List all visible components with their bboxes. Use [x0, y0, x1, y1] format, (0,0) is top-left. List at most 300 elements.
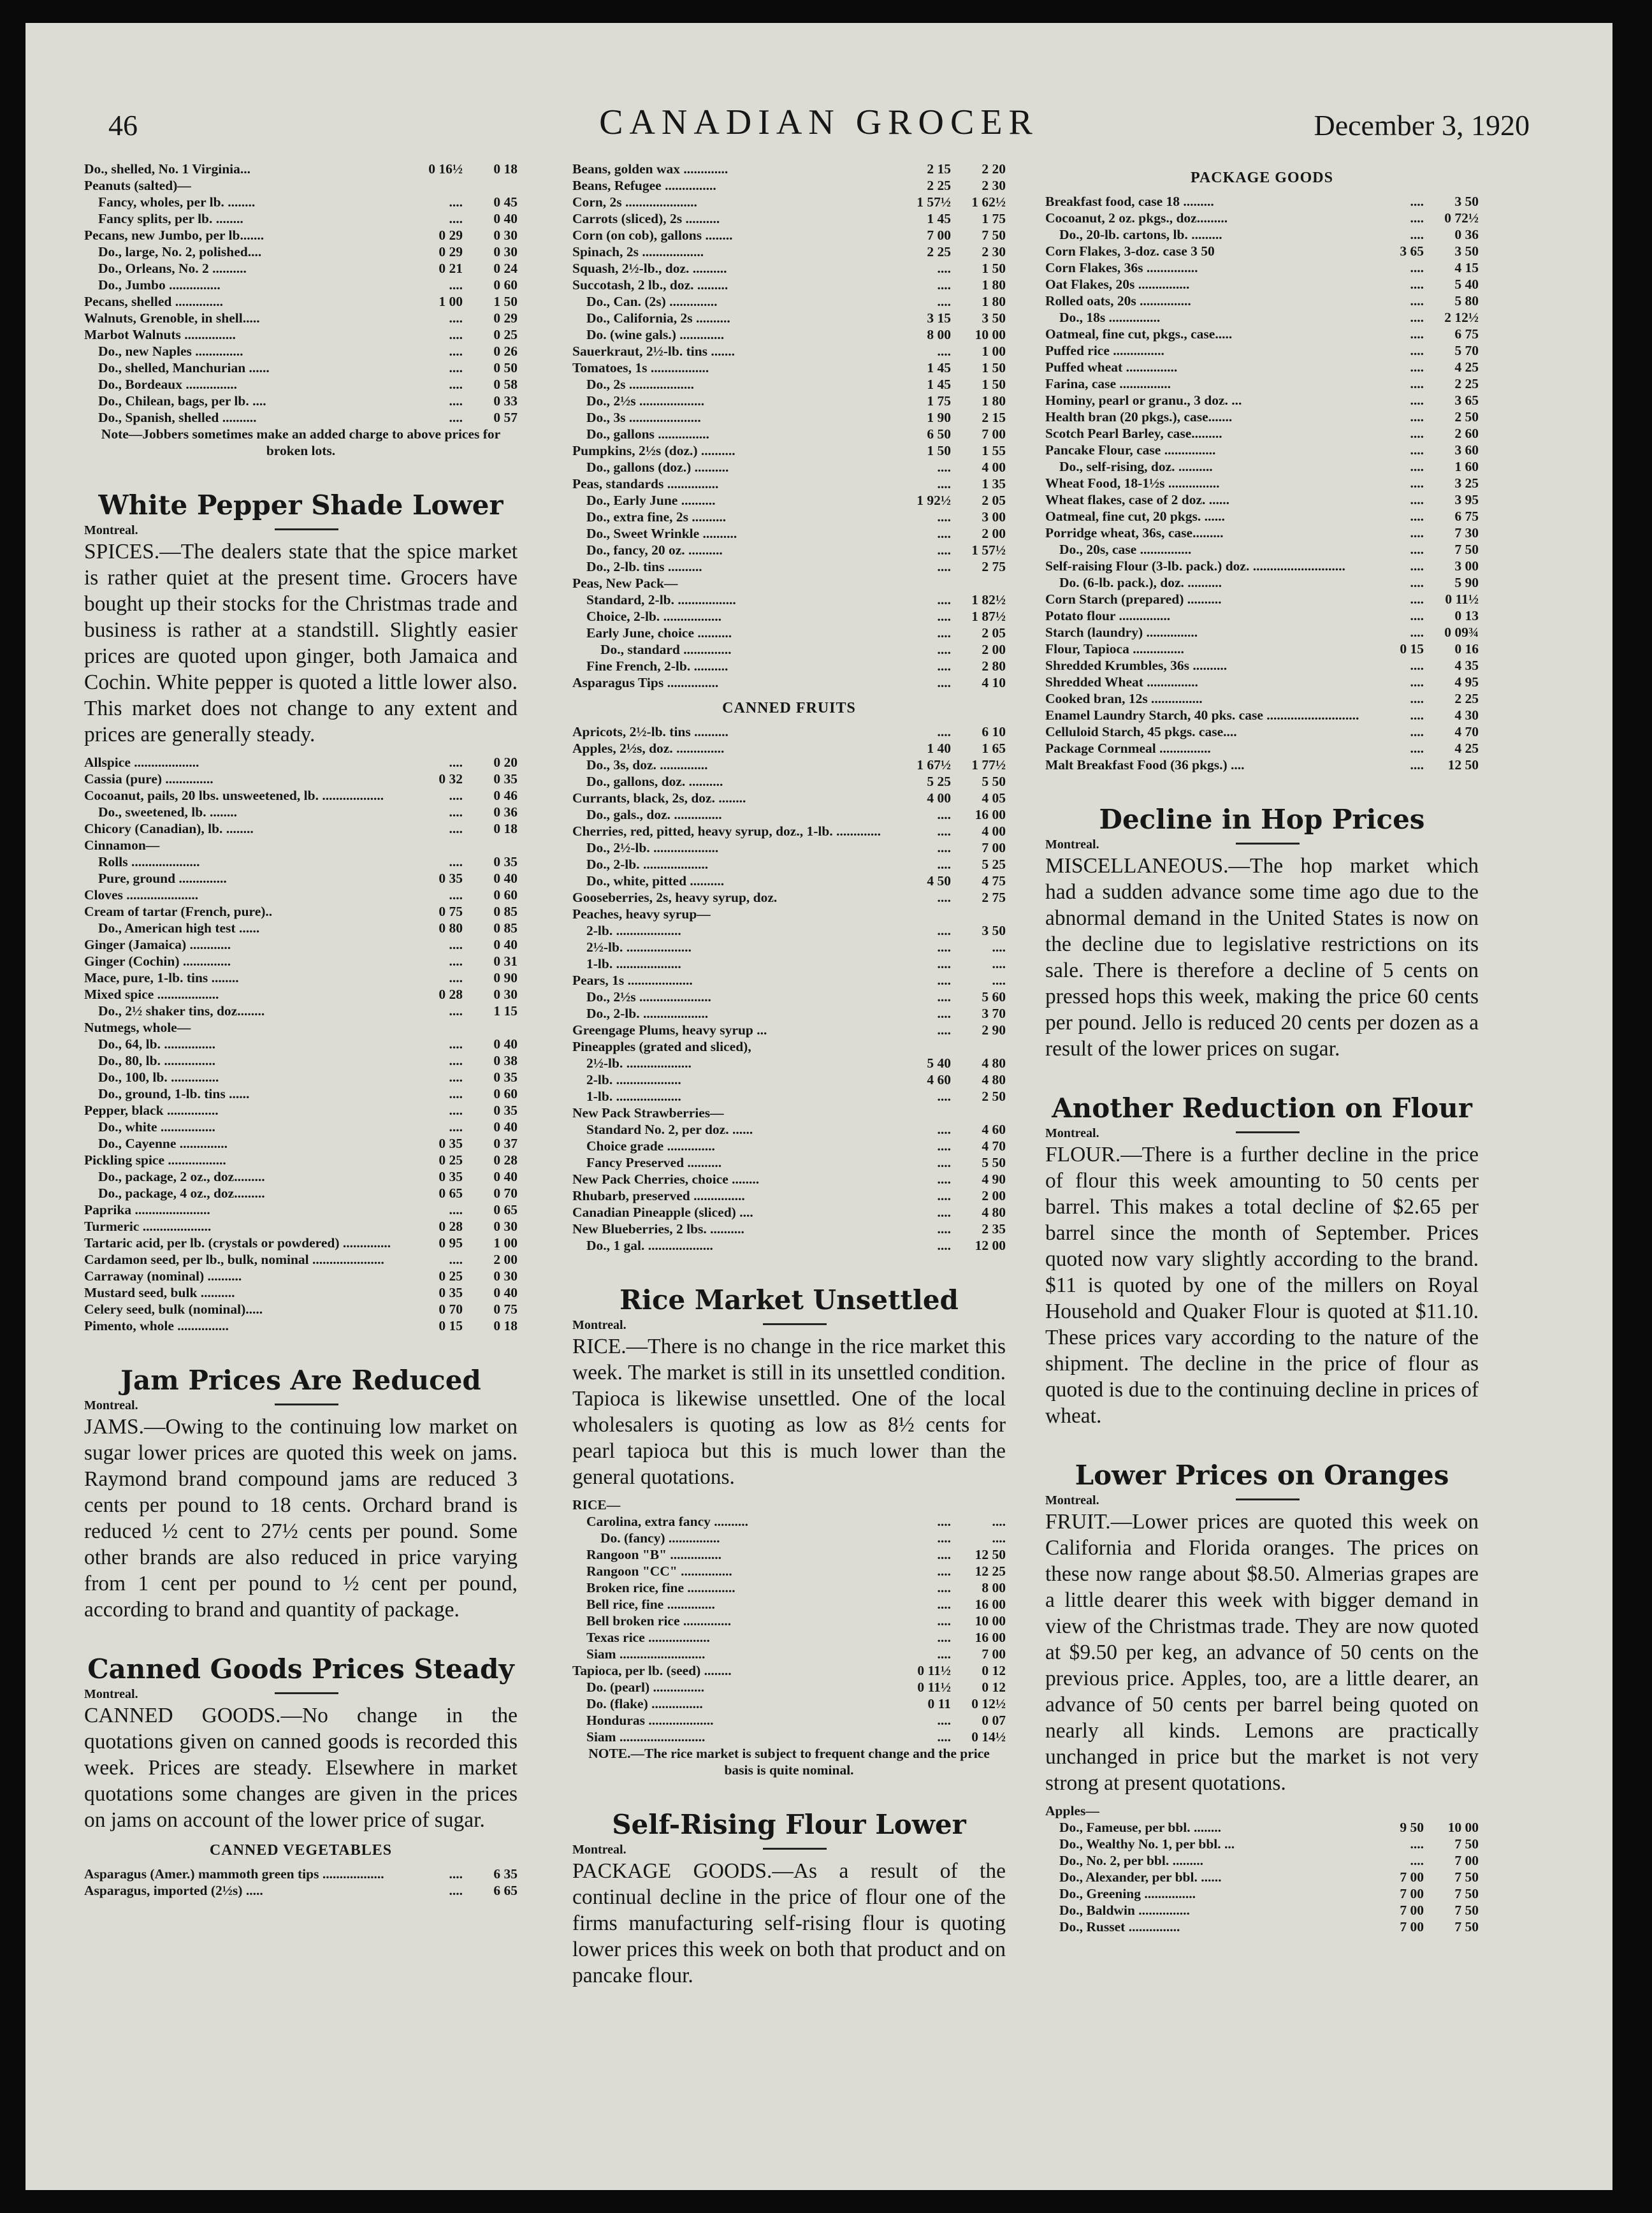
price-low: 2 25	[927, 244, 951, 259]
price-high: 0 40	[493, 1169, 518, 1184]
price-row	[572, 194, 1006, 210]
price-row	[1045, 723, 1479, 740]
price-table	[1045, 1803, 1479, 1935]
price-high: 2 05	[982, 625, 1006, 641]
price-row	[84, 277, 518, 293]
price-row	[572, 1596, 1006, 1613]
price-low: ....	[937, 1022, 951, 1038]
article-body: JAMS.—Owing to the continuing low market on sugar lower prices are quoted this week on jams. Raymond brand compound jams are reduced 3 cents per pound to 18 cents. Orchard brand is reduced ½ cent to 27½ cents per pound. Some other brands are also reduced in price varying from 1 cent per pound to ½ cent per pound, according to brand and quantity of package.	[84, 1415, 518, 1622]
item-name: Tapioca, per lb. (seed) ........	[572, 1663, 732, 1678]
price-low: 0 15	[438, 1318, 463, 1333]
price-row	[1045, 508, 1479, 525]
price-low	[901, 1105, 951, 1121]
issue-date: December 3, 1920	[1314, 109, 1530, 141]
price-low: ....	[1410, 442, 1424, 458]
item-name: Do., shelled, Manchurian ......	[98, 360, 270, 375]
item-name: Paprika ......................	[84, 1202, 210, 1217]
price-row	[1045, 458, 1479, 475]
item-name: Hominy, pearl or granu., 3 doz. ...	[1045, 393, 1242, 408]
price-low: ....	[937, 460, 951, 475]
item-name: 1-lb. ...................	[586, 956, 681, 971]
item-name: Mace, pure, 1-lb. tins ........	[84, 970, 239, 985]
item-name: Scotch Pearl Barley, case.........	[1045, 426, 1222, 441]
price-low: 0 11½	[917, 1680, 951, 1695]
table-heading: CANNED FRUITS	[722, 700, 856, 716]
item-name: Pineapples (grated and sliced),	[572, 1039, 751, 1054]
price-row	[572, 1237, 1006, 1254]
price-row	[572, 922, 1006, 939]
price-high: 5 50	[982, 774, 1006, 789]
price-low: ....	[937, 294, 951, 309]
item-name: Apples, 2½s, doz. ..............	[572, 741, 725, 756]
price-low: 0 65	[438, 1186, 463, 1201]
price-low: ....	[449, 1103, 463, 1118]
price-row	[572, 591, 1006, 608]
item-name: Do., 1 gal. ...................	[586, 1238, 713, 1253]
column-3	[1045, 161, 1479, 1935]
item-name: Do., white, pitted ..........	[586, 873, 725, 889]
item-name: Farina, case ...............	[1045, 376, 1171, 391]
item-name: Do., package, 4 oz., doz.........	[98, 1186, 265, 1201]
item-name: New Pack Strawberries—	[572, 1105, 724, 1121]
price-row	[1045, 409, 1479, 425]
price-low: 4 50	[927, 873, 951, 889]
price-high: 0 18	[493, 821, 518, 836]
price-row	[84, 1119, 518, 1135]
price-row	[1045, 574, 1479, 591]
price-low: ....	[937, 724, 951, 739]
item-name: Tartaric acid, per lb. (crystals or powdered) ..............	[84, 1235, 391, 1251]
price-low: ....	[449, 1883, 463, 1898]
price-high: 3 50	[1454, 194, 1479, 209]
price-high: 7 50	[1454, 1869, 1479, 1885]
item-name: Standard No. 2, per doz. ......	[586, 1122, 753, 1137]
price-row	[1045, 690, 1479, 707]
price-high: ....	[992, 940, 1006, 955]
price-low: ....	[937, 1547, 951, 1562]
price-row	[572, 955, 1006, 972]
price-high: 2 15	[982, 410, 1006, 425]
price-row	[84, 771, 518, 787]
item-name: Peanuts (salted)—	[84, 178, 191, 193]
price-low: ....	[937, 1122, 951, 1137]
price-row	[1045, 607, 1479, 624]
price-low: 5 40	[927, 1056, 951, 1071]
price-high: 0 18	[493, 161, 518, 177]
price-row	[84, 359, 518, 376]
price-low: ....	[937, 940, 951, 955]
price-high: 0 65	[493, 1202, 518, 1217]
price-row	[84, 1052, 518, 1069]
price-high	[951, 906, 1006, 922]
item-name: Bell broken rice ..............	[586, 1613, 732, 1629]
item-name: Oatmeal, fine cut, 20 pkgs. ......	[1045, 509, 1225, 524]
item-name: Corn, 2s .....................	[572, 194, 697, 210]
item-name: Asparagus, imported (2½s) .....	[84, 1883, 263, 1898]
price-row	[572, 161, 1006, 177]
price-high: 1 75	[982, 211, 1006, 226]
item-name: Celluloid Starch, 45 pkgs. case....	[1045, 724, 1237, 739]
item-name: Do. (flake) ...............	[586, 1696, 703, 1711]
article-title: White Pepper Shade Lower	[98, 490, 504, 521]
price-high: 8 00	[982, 1580, 1006, 1595]
price-low: 4 00	[927, 790, 951, 806]
article-title: Decline in Hop Prices	[1099, 804, 1425, 835]
item-name: Do., Russet ...............	[1059, 1919, 1180, 1934]
price-high: 5 50	[982, 1155, 1006, 1170]
price-row	[572, 1071, 1006, 1088]
price-high: 0 07	[982, 1713, 1006, 1728]
price-high: 0 57	[493, 410, 518, 425]
price-row	[84, 1218, 518, 1235]
price-low: 1 75	[927, 393, 951, 409]
price-high: 0 90	[493, 970, 518, 985]
price-high: 4 90	[982, 1172, 1006, 1187]
price-low: ....	[449, 788, 463, 803]
price-low: ....	[449, 1053, 463, 1068]
item-name: Honduras ...................	[586, 1713, 714, 1728]
item-name: Do., 80, lb. ...............	[98, 1053, 215, 1068]
price-low: ....	[1410, 1853, 1424, 1868]
price-high: 0 16	[1454, 641, 1479, 657]
price-row	[84, 293, 518, 310]
price-high: 12 00	[975, 1238, 1006, 1253]
price-high: 0 25	[493, 327, 518, 342]
price-row	[572, 1088, 1006, 1105]
item-name: Breakfast food, case 18 .........	[1045, 194, 1214, 209]
item-name: Do., 2½-lb. ...................	[586, 840, 719, 855]
price-low: ....	[937, 1006, 951, 1021]
price-low: 0 80	[438, 920, 463, 936]
price-high: 2 25	[1454, 691, 1479, 706]
price-low: ....	[937, 1613, 951, 1629]
item-name: Self-raising Flour (3-lb. pack.) doz. ...........................	[1045, 558, 1345, 574]
price-row	[1045, 525, 1479, 541]
price-row	[1045, 210, 1479, 226]
price-row	[572, 806, 1006, 823]
price-row	[1045, 541, 1479, 558]
price-high: 0 30	[493, 228, 518, 243]
item-name: Cocoanut, pails, 20 lbs. unsweetened, lb. ..................	[84, 788, 384, 803]
price-low: ....	[937, 1205, 951, 1220]
item-name: Sauerkraut, 2½-lb. tins .......	[572, 344, 735, 359]
price-low	[901, 575, 951, 591]
item-name: Do., No. 2, per bbl. .........	[1059, 1853, 1203, 1868]
price-low: ....	[937, 857, 951, 872]
article-body: MISCELLANEOUS.—The hop market which had a sudden advance some time ago due to the abnormal demand in the United States is now on the decline due to legislative restrictions on its sale. There is therefore a decline of 5 cents on pressed hops this week, making the price 60 cents per pound. Jello is reduced 20 cents per dozen as a result of the lower prices on sugar.	[1045, 854, 1479, 1061]
item-name: Do., standard ..............	[600, 642, 732, 657]
price-low: ....	[1410, 210, 1424, 226]
price-high: 1 50	[982, 360, 1006, 375]
price-row	[572, 1646, 1006, 1662]
price-high: 1 50	[982, 377, 1006, 392]
price-high: 2 00	[493, 1252, 518, 1267]
price-low: ....	[937, 1713, 951, 1728]
price-row	[84, 409, 518, 426]
item-name: Spinach, 2s ..................	[572, 244, 704, 259]
price-row	[1045, 1803, 1479, 1819]
price-row	[84, 376, 518, 393]
page-number: 46	[108, 109, 138, 141]
price-high: 7 50	[1454, 542, 1479, 557]
price-row	[84, 1866, 518, 1882]
price-low: 5 25	[927, 774, 951, 789]
price-low: ....	[937, 1221, 951, 1237]
item-name: Allspice ...................	[84, 755, 199, 770]
price-low: ....	[937, 1630, 951, 1645]
item-name: Asparagus (Amer.) mammoth green tips ..................	[84, 1866, 384, 1882]
item-name: Greengage Plums, heavy syrup ...	[572, 1022, 767, 1038]
item-name: Wheat flakes, case of 2 doz. ......	[1045, 492, 1230, 507]
price-high: 2 12½	[1444, 310, 1479, 325]
price-low: ....	[449, 393, 463, 409]
price-row	[572, 575, 1006, 591]
item-name: Canadian Pineapple (sliced) ....	[572, 1205, 753, 1220]
item-name: Rangoon "CC" ...............	[586, 1564, 732, 1579]
price-high: 4 25	[1454, 741, 1479, 756]
price-low: ....	[449, 887, 463, 903]
price-high: 4 25	[1454, 359, 1479, 375]
price-row	[572, 359, 1006, 376]
price-high: 2 75	[982, 890, 1006, 905]
price-high: 0 40	[493, 1119, 518, 1135]
price-high: 7 00	[1454, 1853, 1479, 1868]
price-low: 0 75	[438, 904, 463, 919]
price-high: 5 60	[982, 989, 1006, 1005]
article-body: FLOUR.—There is a further decline in the price of flour this week amounting to 50 cents per barrel. This makes a total decline of $2.65 per barrel since the month of September. Prices quoted now vary slightly according to the brand. $11 is quoted by one of the millers on Royal Household and Quaker Flour is quoted at $11.10. These prices vary according to the nature of the shipment. The decline in the price of flour as quoted is due to the continuing decline in prices of wheat.	[1045, 1143, 1479, 1428]
price-low: 3 65	[1400, 243, 1424, 259]
price-low: ....	[937, 1564, 951, 1579]
price-high: 0 37	[493, 1136, 518, 1151]
price-low: ....	[937, 1188, 951, 1203]
item-name: Do., ground, 1-lb. tins ......	[98, 1086, 250, 1101]
item-name: Do., gallons (doz.) ..........	[586, 460, 729, 475]
price-row	[1045, 707, 1479, 723]
price-high: 3 00	[1454, 558, 1479, 574]
price-row	[1045, 591, 1479, 607]
price-high: 2 90	[982, 1022, 1006, 1038]
item-name: Do., Greening ...............	[1059, 1886, 1196, 1901]
item-name: Health bran (20 pkgs.), case.......	[1045, 409, 1233, 424]
price-high: 2 30	[982, 178, 1006, 193]
price-high: 2 75	[982, 559, 1006, 574]
price-row	[572, 260, 1006, 277]
item-name: Potato flour ...............	[1045, 608, 1171, 623]
price-row	[84, 1069, 518, 1085]
price-low: ....	[1410, 625, 1424, 640]
price-high	[463, 837, 518, 853]
price-low: ....	[937, 1580, 951, 1595]
item-name: Asparagus Tips ...............	[572, 675, 719, 690]
price-note: Note—Jobbers sometimes make an added charge to above prices for broken lots.	[101, 426, 501, 458]
price-row	[1045, 392, 1479, 409]
price-row	[572, 972, 1006, 989]
price-row	[572, 1204, 1006, 1221]
item-name: Chicory (Canadian), lb. ........	[84, 821, 254, 836]
price-row	[1045, 1885, 1479, 1902]
price-row	[572, 293, 1006, 310]
price-low: ....	[1410, 575, 1424, 590]
price-low: ....	[937, 559, 951, 574]
price-low: 0 95	[438, 1235, 463, 1251]
item-name: Do., Spanish, shelled ..........	[98, 410, 257, 425]
price-low: ....	[1410, 194, 1424, 209]
price-low: ....	[449, 1086, 463, 1101]
item-name: Ginger (Cochin) ..............	[84, 954, 231, 969]
price-high: 5 40	[1454, 277, 1479, 292]
item-name: Enamel Laundry Starch, 40 pks. case ...........................	[1045, 707, 1359, 723]
item-name: Corn (on cob), gallons ........	[572, 228, 733, 243]
item-name: Do., American high test ......	[98, 920, 260, 936]
price-low: ....	[1410, 376, 1424, 391]
price-row	[1045, 740, 1479, 757]
price-low: ....	[1410, 724, 1424, 739]
price-low: 6 50	[927, 426, 951, 442]
price-low	[901, 906, 951, 922]
item-name: New Blueberries, 2 lbs. ..........	[572, 1221, 744, 1237]
item-name: Succotash, 2 lb., doz. .........	[572, 277, 728, 293]
price-high: 0 11½	[1445, 591, 1479, 607]
item-name: Do., 2s ...................	[586, 377, 695, 392]
item-name: Pears, 1s ...................	[572, 973, 693, 988]
item-name: Do. (pearl) ...............	[586, 1680, 705, 1695]
price-low: ....	[449, 1119, 463, 1135]
item-name: Do., 2½s .....................	[586, 989, 711, 1005]
price-low: ....	[449, 360, 463, 375]
item-name: Malt Breakfast Food (36 pkgs.) ....	[1045, 757, 1245, 773]
price-row	[572, 1171, 1006, 1187]
price-row	[572, 873, 1006, 889]
price-row	[572, 839, 1006, 856]
price-table	[84, 161, 518, 426]
price-low: 0 25	[438, 1152, 463, 1168]
item-name: 2-lb. ...................	[586, 1072, 681, 1087]
price-high: 0 12	[982, 1663, 1006, 1678]
price-row	[1045, 757, 1479, 773]
dateline: Montreal.	[84, 523, 518, 539]
price-row	[1045, 558, 1479, 574]
price-row	[84, 986, 518, 1003]
article-title: Lower Prices on Oranges	[1075, 1460, 1449, 1491]
item-name: Flour, Tapioca ...............	[1045, 641, 1184, 657]
item-name: Do., Chilean, bags, per lb. ....	[98, 393, 266, 409]
price-low: ....	[937, 1155, 951, 1170]
price-high: 0 35	[493, 771, 518, 787]
price-low: ....	[449, 1070, 463, 1085]
price-high: 2 50	[1454, 409, 1479, 424]
price-low: ....	[937, 277, 951, 293]
price-row	[572, 740, 1006, 757]
item-name: New Pack Cherries, choice ........	[572, 1172, 760, 1187]
price-low: ....	[449, 755, 463, 770]
price-high: 4 00	[982, 460, 1006, 475]
article-body: SPICES.—The dealers state that the spice market is rather quiet at the present time. Grocers have bought up their stocks for the Christmas trade and business is rather at a standstill. Slightly easier prices are quoted upon ginger, both Jamaica and Cochin. White pepper is quoted a little lower also. This market does not change to any extent and prices are generally steady.	[84, 540, 518, 746]
price-high: 0 20	[493, 755, 518, 770]
item-name: Corn Flakes, 3-doz. case 3 50	[1045, 243, 1215, 259]
item-name: Pancake Flour, case ...............	[1045, 442, 1216, 458]
price-row	[572, 1221, 1006, 1237]
price-low: ....	[1410, 1836, 1424, 1852]
item-name: Do., 2-lb. ...................	[586, 857, 709, 872]
price-low: ....	[937, 1646, 951, 1662]
price-row	[572, 1546, 1006, 1563]
price-low: ....	[1410, 591, 1424, 607]
item-name: Rangoon "B" ...............	[586, 1547, 722, 1562]
price-low: 0 32	[438, 771, 463, 787]
price-low: ....	[1410, 741, 1424, 756]
price-high: 2 00	[982, 526, 1006, 541]
item-name: Cocoanut, 2 oz. pkgs., doz.........	[1045, 210, 1228, 226]
price-low: 1 40	[927, 741, 951, 756]
price-low: ....	[1410, 608, 1424, 623]
item-name: Peas, New Pack—	[572, 576, 678, 591]
price-high: 1 65	[982, 741, 1006, 756]
price-low: 1 57½	[917, 194, 951, 210]
price-high: 0 30	[493, 1268, 518, 1284]
price-high: 0 12½	[971, 1696, 1006, 1711]
item-name: Shredded Wheat ...............	[1045, 674, 1198, 690]
price-row	[572, 459, 1006, 475]
price-high: 4 70	[1454, 724, 1479, 739]
price-row	[84, 1036, 518, 1052]
item-name: Fancy, wholes, per lb. ........	[98, 194, 256, 210]
price-low: ....	[449, 1202, 463, 1217]
price-low: 1 67½	[917, 757, 951, 773]
price-high: 3 60	[1454, 442, 1479, 458]
price-low	[1374, 1803, 1424, 1819]
item-name: Do., 3s .....................	[586, 410, 701, 425]
item-name: Puffed wheat ...............	[1045, 359, 1178, 375]
price-low: 0 35	[438, 1136, 463, 1151]
price-high: 1 35	[982, 476, 1006, 491]
article-title: Another Reduction on Flour	[1052, 1092, 1472, 1124]
item-name: Do., Can. (2s) ..............	[586, 294, 718, 309]
price-high: 0 30	[493, 987, 518, 1002]
price-low: 4 60	[927, 1072, 951, 1087]
running-header	[108, 92, 1530, 156]
price-low: ....	[449, 937, 463, 952]
item-name: Fancy Preserved ..........	[586, 1155, 722, 1170]
price-high: 4 15	[1454, 260, 1479, 275]
price-row	[572, 376, 1006, 393]
price-low: ....	[449, 211, 463, 226]
price-low: ....	[1410, 542, 1424, 557]
price-high: 0 40	[493, 871, 518, 886]
price-row	[1045, 624, 1479, 641]
price-row	[572, 343, 1006, 359]
price-low: 0 35	[438, 871, 463, 886]
price-row	[84, 260, 518, 277]
item-name: Package Cornmeal ...............	[1045, 741, 1211, 756]
article-title: Self-Rising Flour Lower	[612, 1809, 966, 1840]
price-row	[572, 177, 1006, 194]
price-high: 1 77½	[971, 757, 1006, 773]
price-row	[572, 1187, 1006, 1204]
price-low: 0 29	[438, 228, 463, 243]
item-name: Apples—	[1045, 1803, 1099, 1818]
price-low: ....	[937, 1138, 951, 1154]
item-name: Marbot Walnuts ...............	[84, 327, 236, 342]
price-table	[1045, 193, 1479, 773]
price-low: ....	[937, 675, 951, 690]
price-high: 0 45	[493, 194, 518, 210]
price-low: 7 00	[1400, 1886, 1424, 1901]
price-low: ....	[937, 658, 951, 674]
item-name: Walnuts, Grenoble, in shell.....	[84, 310, 260, 326]
price-high: 1 57½	[971, 542, 1006, 558]
price-row	[1045, 475, 1479, 491]
table-heading: PACKAGE GOODS	[1191, 170, 1333, 186]
